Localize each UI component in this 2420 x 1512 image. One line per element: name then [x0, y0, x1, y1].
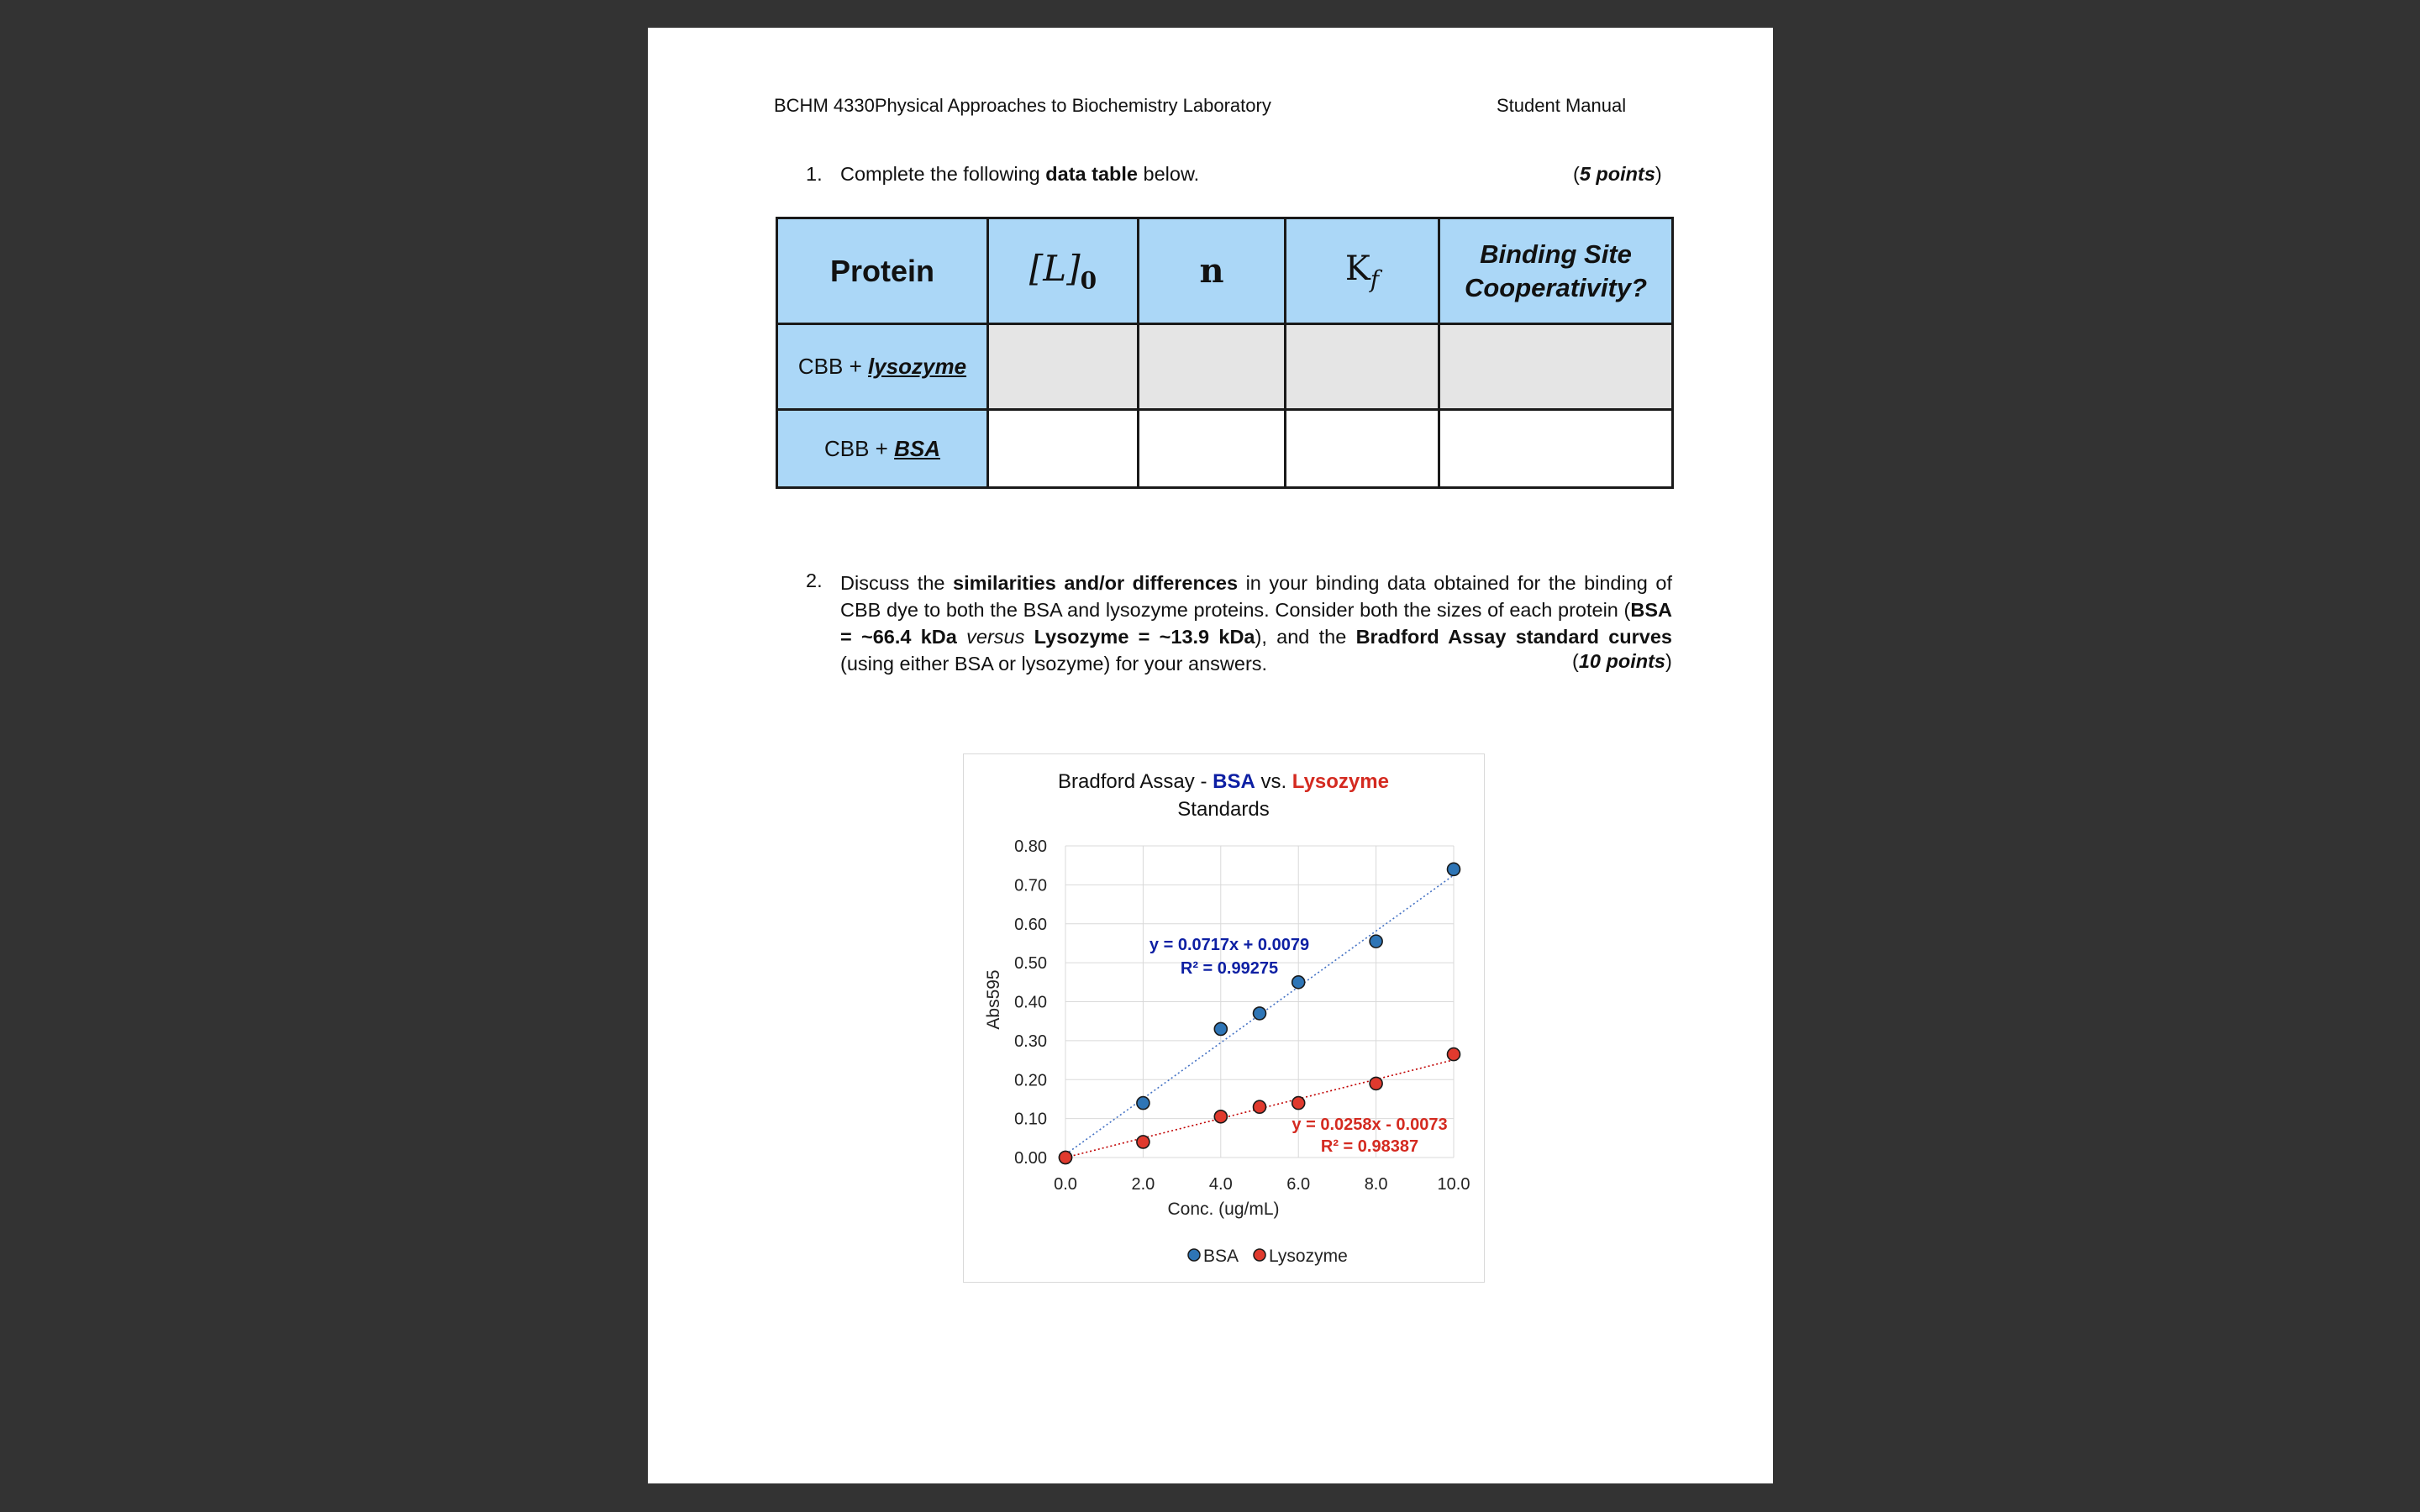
bsa-point [1292, 976, 1305, 989]
cell-lysozyme-n[interactable] [1139, 324, 1286, 410]
row-prefix: CBB + [797, 354, 868, 379]
y-tick-label: 0.30 [1014, 1032, 1047, 1051]
lysozyme-point [1292, 1097, 1305, 1110]
lysozyme-point [1254, 1100, 1266, 1113]
question1-number: 1. [806, 163, 823, 185]
x-tick-label: 6.0 [1286, 1175, 1311, 1194]
table-row-bsa [777, 410, 1673, 488]
legend-bsa-label: BSA [1203, 1247, 1239, 1266]
header-l0-main: [L] [1028, 247, 1081, 289]
y-tick-label: 0.00 [1014, 1149, 1047, 1168]
lysozyme-point [1214, 1110, 1227, 1123]
document-page [648, 28, 1773, 1483]
lysozyme-r2: R² = 0.98387 [1320, 1137, 1419, 1156]
question1-text-bold: data table [1045, 163, 1138, 185]
bsa-point [1137, 1097, 1150, 1110]
bsa-point [1214, 1022, 1227, 1035]
bsa-point [1448, 863, 1460, 875]
lysozyme-point [1060, 1152, 1072, 1164]
table-row-lysozyme [777, 324, 1673, 410]
chart-title-line1 [1058, 770, 1389, 793]
q2-t2: similarities and/or differences [953, 572, 1239, 594]
bsa-point [1370, 935, 1382, 948]
x-tick-label: 2.0 [1131, 1175, 1155, 1194]
row-protein-bsa: BSA [894, 435, 940, 461]
q2-t5: versus [966, 626, 1025, 648]
q2-t9: (using either BSA or lysozyme) for your answers. [840, 653, 1268, 675]
row-prefix: CBB + [824, 435, 895, 461]
cell-bsa-cooperativity[interactable] [1439, 410, 1673, 488]
points-open: ( [1573, 163, 1580, 185]
q2-t6: Lysozyme = ~13.9 kDa [1034, 626, 1255, 648]
question1-text [840, 163, 1199, 186]
points-close: ) [1655, 163, 1662, 185]
header-binding-line2: Cooperativity? [1464, 272, 1648, 302]
data-table [776, 217, 1674, 489]
legend-lysozyme-marker [1254, 1249, 1265, 1261]
cell-lysozyme-cooperativity[interactable] [1439, 324, 1673, 410]
cell-bsa-kf[interactable] [1286, 410, 1439, 488]
question2-points [1572, 650, 1672, 673]
chart-legend [1188, 1247, 1348, 1266]
lysozyme-equation: y = 0.0258x - 0.0073 [1292, 1116, 1448, 1134]
cell-lysozyme-kf[interactable] [1286, 324, 1439, 410]
question1-text-before: Complete the following [840, 163, 1046, 185]
row-protein-lysozyme: lysozyme [868, 354, 967, 379]
q2-t7: ), and the [1255, 626, 1356, 648]
header-l0-sub: 0 [1080, 266, 1097, 295]
y-tick-label: 0.60 [1014, 915, 1047, 934]
y-tick-label: 0.40 [1014, 993, 1047, 1012]
lysozyme-point [1448, 1048, 1460, 1061]
q2-t3: in your binding data obtained for the binding of CBB dye to both the BSA and lysozyme proteins. Consider both the sizes of each protein ( [840, 572, 1672, 621]
header-n-label: n [1199, 251, 1224, 291]
question2-number: 2. [806, 570, 823, 591]
cell-lysozyme-l0[interactable] [988, 324, 1139, 410]
question1-points [1573, 163, 1662, 186]
header-protein-label: Protein [829, 253, 934, 288]
row-label-bsa [777, 410, 988, 488]
bradford-chart [964, 754, 1484, 1282]
legend-lysozyme-label: Lysozyme [1269, 1247, 1348, 1266]
header-n [1139, 218, 1286, 324]
points-close: ) [1665, 650, 1672, 672]
q2-t4: BSA = ~66.4 kDa [840, 599, 1672, 648]
table-header-row [777, 218, 1673, 324]
lysozyme-point [1137, 1136, 1150, 1148]
cell-bsa-n[interactable] [1139, 410, 1286, 488]
chart-title-bsa: BSA [1213, 770, 1255, 793]
bsa-point [1254, 1007, 1266, 1020]
row-label-lysozyme [777, 324, 988, 410]
x-tick-label: 8.0 [1364, 1175, 1388, 1194]
header-kf [1286, 218, 1439, 324]
question2-points-value: 10 points [1578, 650, 1665, 672]
points-open: ( [1572, 650, 1579, 672]
lysozyme-point [1370, 1077, 1382, 1089]
question2-text [840, 570, 1672, 677]
header-protein [777, 218, 988, 324]
header-binding-line1: Binding Site [1480, 239, 1632, 269]
x-tick-label: 0.0 [1054, 1175, 1077, 1194]
y-tick-label: 0.20 [1014, 1071, 1047, 1090]
chart-title-lysozyme: Lysozyme [1292, 770, 1389, 793]
y-tick-label: 0.10 [1014, 1110, 1047, 1129]
header-binding-site [1439, 218, 1673, 324]
q2-t1: Discuss the [840, 572, 953, 594]
header-kf-main: K [1344, 249, 1370, 288]
chart-title-part1: Bradford Assay - [1058, 770, 1213, 793]
question1-text-after: below. [1137, 163, 1200, 185]
y-axis-label: Abs595 [984, 969, 1003, 1030]
y-tick-label: 0.70 [1014, 876, 1047, 895]
x-tick-label: 4.0 [1208, 1175, 1233, 1194]
x-tick-label: 10.0 [1437, 1175, 1470, 1194]
legend-bsa-marker [1188, 1249, 1200, 1261]
bsa-equation: y = 0.0717x + 0.0079 [1149, 936, 1310, 954]
header-kf-sub: f [1370, 265, 1380, 293]
question1-points-value: 5 points [1579, 163, 1655, 185]
y-tick-label: 0.50 [1014, 954, 1047, 974]
header-l0 [988, 218, 1139, 324]
x-axis-label: Conc. (ug/mL) [1167, 1200, 1280, 1219]
header-manual-label: Student Manual [1497, 95, 1627, 116]
chart-container [963, 753, 1485, 1283]
bsa-r2: R² = 0.99275 [1180, 959, 1279, 978]
y-tick-label: 0.80 [1014, 837, 1047, 856]
header-course-title: BCHM 4330Physical Approaches to Biochemistry Laboratory [774, 95, 1271, 116]
chart-title-vs: vs. [1255, 770, 1292, 793]
chart-title-line2: Standards [1177, 798, 1270, 821]
q2-t8: Bradford Assay standard curves [1355, 626, 1672, 648]
cell-bsa-l0[interactable] [988, 410, 1139, 488]
